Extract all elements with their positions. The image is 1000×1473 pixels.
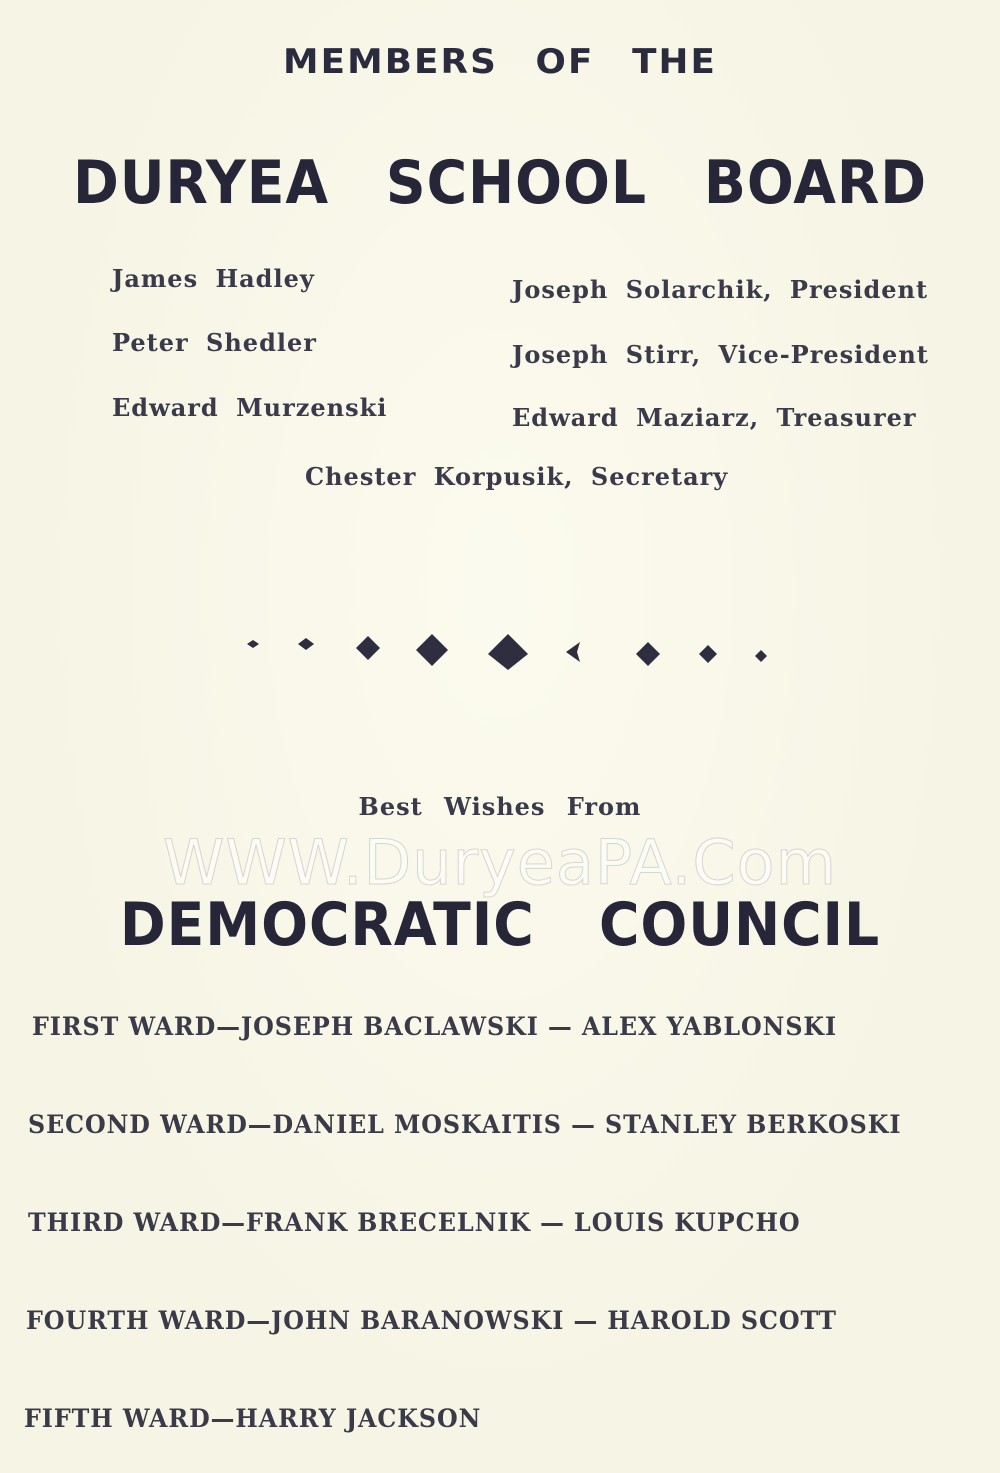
- ward-line: SECOND WARD—DANIEL MOSKAITIS — STANLEY BERKOSKI: [28, 1110, 902, 1139]
- council-title: DEMOCRATIC COUNCIL: [119, 890, 881, 960]
- ward-line: THIRD WARD—FRANK BRECELNIK — LOUIS KUPCHO: [28, 1208, 801, 1237]
- ornament-chevron-icon: [566, 642, 580, 662]
- members-of-the-heading: MEMBERS OF THE: [282, 42, 718, 82]
- school-board-title: DURYEA SCHOOL BOARD: [72, 148, 928, 218]
- watermark: WWW.DuryeaPA.Com: [163, 826, 837, 899]
- ornament-diamond-icon: [699, 645, 717, 663]
- ornament-diamond-icon: [755, 650, 767, 662]
- board-member: James Hadley: [112, 264, 315, 293]
- ornament-divider: [0, 630, 1000, 670]
- best-wishes-text: Best Wishes From: [358, 792, 642, 821]
- board-member: Edward Maziarz, Treasurer: [512, 403, 917, 432]
- ornament-diamond-icon: [356, 636, 380, 660]
- ward-line: FIRST WARD—JOSEPH BACLAWSKI — ALEX YABLONSKI: [32, 1012, 838, 1041]
- ornament-diamond-icon: [488, 634, 528, 670]
- board-member: Peter Shedler: [112, 328, 317, 357]
- ward-line: FIFTH WARD—HARRY JACKSON: [24, 1404, 482, 1433]
- ornament-diamond-icon: [636, 642, 660, 666]
- ornament-diamond-icon: [298, 638, 314, 650]
- ward-line: FOURTH WARD—JOHN BARANOWSKI — HAROLD SCOTT: [26, 1306, 837, 1335]
- board-member: Joseph Stirr, Vice-President: [512, 340, 929, 369]
- board-member: Joseph Solarchik, President: [512, 275, 929, 304]
- board-member: Chester Korpusik, Secretary: [305, 462, 729, 491]
- board-member: Edward Murzenski: [112, 393, 388, 422]
- ornament-diamond-icon: [247, 640, 259, 648]
- ornament-diamond-icon: [416, 634, 448, 666]
